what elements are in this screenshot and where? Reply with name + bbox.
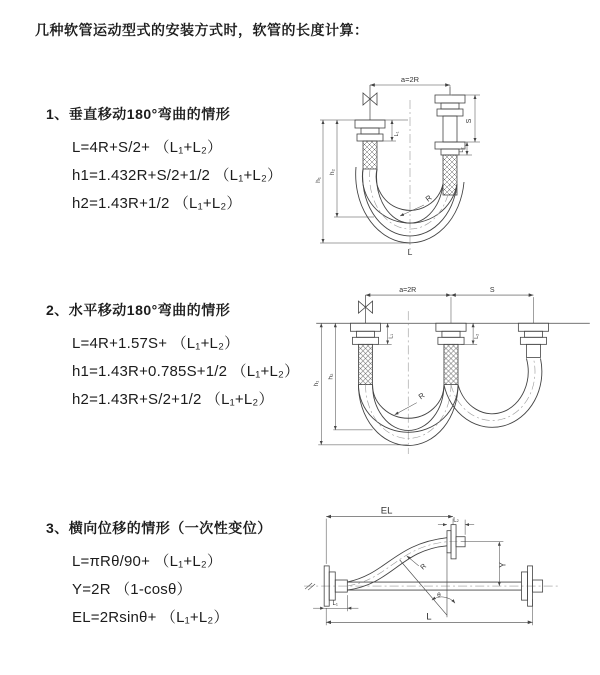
formula-line: h1=1.43R+0.785S+1/2 （L₁+L₂）	[72, 363, 300, 380]
section2-heading: 2、水平移动180°弯曲的情形	[46, 302, 231, 318]
dim-label-l: L	[426, 611, 432, 623]
dim-label-l2: L₂	[474, 333, 481, 339]
diagram-lateral-displacement	[298, 503, 600, 655]
section-horizontal-bend	[46, 300, 316, 414]
dim-label-el: EL	[380, 505, 393, 517]
formula-line: h2=1.43R+1/2 （L₁+L₂）	[72, 195, 242, 212]
dimension-l1	[376, 323, 392, 344]
dimension-y	[461, 542, 503, 586]
dim-label-s: S	[489, 287, 495, 295]
hose-center-arc-right	[451, 358, 535, 420]
dim-label-l: L	[407, 247, 413, 257]
diagram-vertical-bend	[312, 72, 592, 257]
dim-label-h2: h₂	[327, 373, 335, 380]
hose-crosshatch-right	[443, 155, 457, 195]
dimension-s	[452, 95, 480, 142]
dim-label-r: R	[416, 390, 427, 402]
dim-label-l2: L₂	[453, 517, 459, 524]
valve-icon	[363, 85, 377, 120]
r-leader	[400, 205, 424, 216]
formula-line: EL=2Rsinθ+ （L₁+L₂）	[72, 609, 229, 626]
right-pipe	[526, 344, 540, 357]
dim-label-h2: h₂	[329, 168, 336, 176]
hose-crosshatch-left	[358, 344, 372, 384]
dim-label-l1: L₁	[332, 601, 338, 608]
section-vertical-bend	[46, 104, 316, 218]
section1-heading: 1、垂直移动180°弯曲的情形	[46, 106, 231, 122]
section3-formulas	[72, 548, 316, 632]
dim-label-l1: L₁	[394, 131, 400, 137]
section-lateral-displacement	[46, 518, 316, 632]
centerline-break	[305, 583, 315, 590]
dim-label-y: Y	[498, 562, 508, 568]
hose-arcs-right	[444, 358, 542, 427]
dim-label-h1: h₁	[313, 380, 321, 387]
valve-icon	[358, 295, 372, 323]
formula-line: L=4R+S/2+ （L₁+L₂）	[72, 139, 223, 156]
right-fitting	[518, 323, 548, 344]
dim-label-s: S	[466, 118, 473, 124]
dim-label-theta: θ	[437, 592, 441, 600]
diagram-horizontal-bend	[310, 283, 597, 459]
dimension-el	[326, 517, 453, 626]
section1-formulas	[72, 134, 316, 218]
formula-line: L=4R+1.57S+ （L₁+L₂）	[72, 335, 240, 352]
dimension-a2r	[370, 85, 450, 94]
formula-line: Y=2R （1-cosθ）	[72, 581, 192, 598]
right-pipe	[443, 116, 457, 142]
dimension-l1	[379, 120, 396, 141]
r-leader	[407, 556, 419, 566]
right-fitting-upper	[435, 95, 465, 116]
dimension-a2r	[366, 295, 534, 323]
dim-label-h1: h₁	[315, 177, 322, 183]
dim-label-l1: L₁	[388, 333, 395, 339]
hose-crosshatch-left	[363, 141, 377, 169]
middle-fitting	[436, 323, 466, 344]
formula-line: h1=1.432R+S/2+1/2 （L₁+L₂）	[72, 167, 283, 184]
hose-crosshatch-middle	[444, 344, 458, 384]
formula-line: L=πRθ/90+ （L₁+L₂）	[72, 553, 223, 570]
formula-line: h2=1.43R+S/2+1/2 （L₁+L₂）	[72, 391, 274, 408]
dim-label-r: R	[419, 562, 428, 572]
page-title: 几种软管运动型式的安装方式时，软管的长度计算：	[35, 22, 369, 38]
dim-label-a2r: a=2R	[400, 75, 420, 84]
section2-formulas	[72, 330, 316, 414]
dim-label-a2r: a=2R	[399, 287, 417, 295]
dimension-h1	[320, 120, 410, 243]
dim-label-l2: L₂	[459, 147, 465, 153]
left-fitting	[355, 120, 385, 141]
r-leader	[395, 403, 417, 415]
section3-heading: 3、横向位移的情形（一次性变位）	[46, 520, 272, 536]
dim-label-r: R	[423, 193, 434, 204]
left-fitting	[350, 323, 380, 344]
angle-construction	[400, 552, 455, 617]
